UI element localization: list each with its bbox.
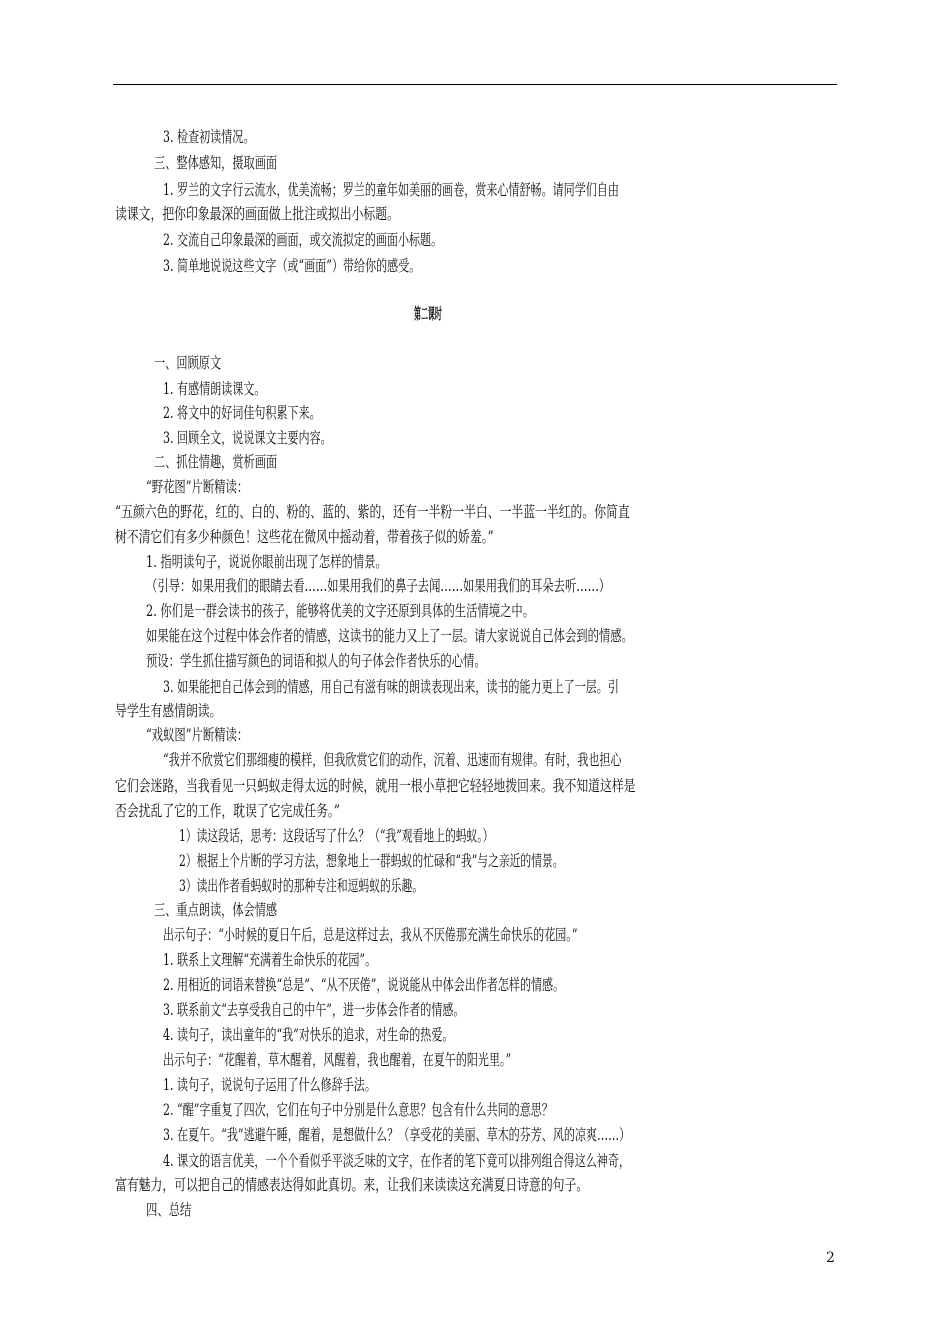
text-line: 1. 罗兰的文字行云流水，优美流畅；罗兰的童年如美丽的画卷，赏来心情舒畅。请同学们自由	[163, 181, 619, 199]
text-line: “戏蚁图”片断精读：	[146, 726, 249, 744]
text-line: 1. 联系上文理解“充满着生命快乐的花园”。	[163, 951, 377, 969]
text-line: 3. 回顾全文，说说课文主要内容。	[163, 429, 332, 447]
quote-line: “我并不欣赏它们那细瘦的模样，但我欣赏它们的动作，沉着、迅速而有规律。有时，我也担心	[163, 751, 622, 769]
quote-line: 否会扰乱了它的工作，耽误了它完成任务。”	[115, 802, 340, 820]
header-rule	[113, 84, 837, 85]
text-line: 3. 联系前文“去享受我自己的中午”，进一步体会作者的情感。	[163, 1001, 465, 1019]
text-line: 如果能在这个过程中体会作者的情感，这读书的能力又上了一层。请大家说说自己体会到的情感。	[146, 627, 633, 645]
text-line: 2. “醒”字重复了四次，它们在句子中分别是什么意思？包含有什么共同的意思？	[163, 1101, 553, 1119]
text-line: 3. 简单地说说这些文字（或“画面”）带给你的感受。	[163, 257, 421, 275]
text-line: 4. 课文的语言优美，一个个看似乎平淡乏味的文字，在作者的笔下竟可以排列组合得这么神奇，	[163, 1152, 630, 1170]
text-line: 读课文，把你印象最深的画面做上批注或拟出小标题。	[115, 205, 399, 223]
text-line: 2. 交流自己印象最深的画面，或交流拟定的画面小标题。	[163, 231, 443, 249]
section-heading: 二、抓住情趣，赏析画面	[154, 453, 278, 471]
text-line: 出示句子：“花醒着，草木醒着，风醒着，我也醒着，在夏午的阳光里。”	[163, 1051, 512, 1069]
text-line: 4. 读句子，读出童年的“我”对快乐的追求，对生命的热爱。	[163, 1026, 454, 1044]
lesson-title: 第二课时	[414, 304, 442, 323]
text-line: 1. 读句子，说说句子运用了什么修辞手法。	[163, 1076, 376, 1094]
section-heading: 三、整体感知，摄取画面	[154, 154, 278, 172]
text-line: 3）读出作者看蚂蚁时的那种专注和逗蚂蚁的乐趣。	[179, 877, 424, 895]
text-line: 出示句子：“小时候的夏日午后，总是这样过去，我从不厌倦那充满生命快乐的花园。”	[163, 926, 578, 944]
text-line: 3. 如果能把自己体会到的情感，用自己有滋有味的朗读表现出来，读书的能力更上了一层。引	[163, 678, 619, 696]
text-line: 2. 你们是一群会读书的孩子，能够将优美的文字还原到具体的生活情境之中。	[146, 602, 535, 620]
quote-line: “五颜六色的野花，红的、白的、粉的、蓝的、紫的，还有一半粉一半白、一半蓝一半红的。你简直	[115, 503, 630, 521]
text-line: 1. 指明读句子，说说你眼前出现了怎样的情景。	[146, 553, 387, 571]
text-line: 预设：学生抓住描写颜色的词语和拟人的句子体会作者快乐的心情。	[146, 652, 486, 670]
text-line: 2）根据上个片断的学习方法，想象地上一群蚂蚁的忙碌和“我”与之亲近的情景。	[179, 852, 564, 870]
text-line: 导学生有感情朗读。	[115, 702, 222, 720]
text-line: 富有魅力，可以把自己的情感表达得如此真切。来，让我们来读读这充满夏日诗意的句子。	[115, 1176, 589, 1194]
section-heading: 一、回顾原文	[154, 354, 222, 372]
quote-line: 它们会迷路，当我看见一只蚂蚁走得太远的时候，就用一根小草把它轻轻地拨回来。我不知道这样是	[115, 777, 636, 795]
quote-line: 树不清它们有多少种颜色！这些花在微风中摇动着，带着孩子似的娇羞。”	[115, 528, 494, 546]
text-line: 3. 在夏午。“我”逃避午睡，醒着，是想做什么？（享受花的美丽、草木的芬芳、风的凉爽……）	[163, 1126, 631, 1144]
text-line: “野花图”片断精读：	[146, 478, 249, 496]
section-heading: 三、重点朗读，体会情感	[154, 901, 278, 919]
section-heading: 四、总结	[146, 1201, 192, 1219]
text-line: 3. 检查初读情况。	[163, 128, 255, 146]
text-line: 1）读这段话，思考：这段话写了什么？（“我”观看地上的蚂蚁。）	[179, 827, 494, 845]
text-line: 1. 有感情朗读课文。	[163, 380, 266, 398]
text-line: 2. 用相近的词语来替换“总是”、“从不厌倦”，说说能从中体会出作者怎样的情感。	[163, 976, 565, 994]
page-number: 2	[826, 1250, 835, 1266]
text-line: 2. 将文中的好词佳句积累下来。	[163, 404, 321, 422]
text-line: （引导：如果用我们的眼睛去看……如果用我们的鼻子去闻……如果用我们的耳朵去听……）	[146, 577, 611, 595]
